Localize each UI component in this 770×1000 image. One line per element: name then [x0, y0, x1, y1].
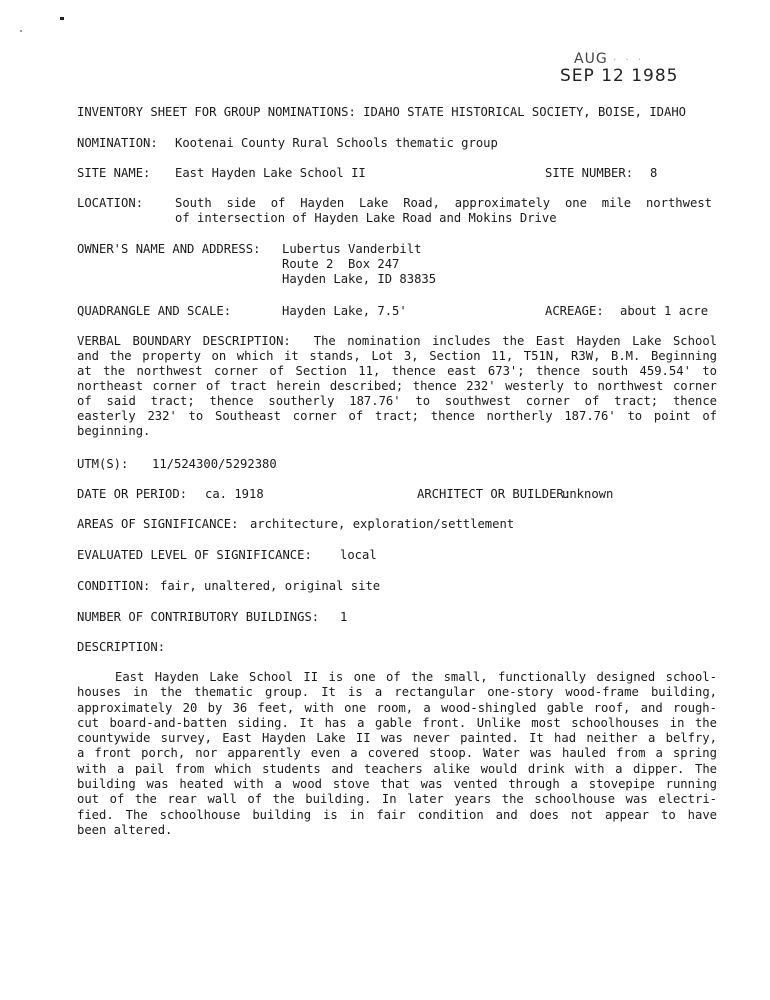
site-number-value: 8 [650, 166, 658, 180]
condition-field [77, 579, 717, 594]
description-line: a front porch, nor apparently even a covered stoop. Water was hauled from a spring [77, 746, 717, 761]
owner-name: Lubertus Vanderbilt [282, 242, 422, 256]
date-label: DATE OR PERIOD: [77, 487, 188, 501]
contributing-label: NUMBER OF CONTRIBUTORY BUILDINGS: [77, 610, 320, 624]
quadrangle-value: Hayden Lake, 7.5' [282, 304, 407, 318]
boundary-line: and the property on which it stands, Lot 3, Section 11, T51N, R3W, B.M. Beginning [77, 349, 717, 363]
header-title: INVENTORY SHEET FOR GROUP NOMINATIONS: IDAHO STATE HISTORICAL SOCIETY, BOISE, IDAHO [77, 105, 687, 119]
nomination-label: NOMINATION: [77, 136, 158, 150]
location-line: South side of Hayden Lake Road, approximately one mile northwest [175, 196, 712, 210]
date-field [77, 487, 717, 502]
description-line: been altered. [77, 822, 173, 837]
description-heading-field [77, 640, 717, 655]
condition-value: fair, unaltered, original site [160, 579, 381, 593]
acreage-value: about 1 acre [620, 304, 709, 318]
boundary-field [77, 334, 717, 439]
description-line: houses in the thematic group. It is a rectangular one-story wood-frame building, [77, 685, 717, 700]
condition-label: CONDITION: [77, 579, 151, 593]
description-line: out of the rear wall of the building. In later years the schoolhouse was electri- [77, 792, 717, 807]
areas-field [77, 517, 717, 532]
acreage-label: ACREAGE: [545, 304, 604, 318]
owner-label: OWNER'S NAME AND ADDRESS: [77, 242, 261, 256]
location-label: LOCATION: [77, 196, 144, 210]
quadrangle-label: QUADRANGLE AND SCALE: [77, 304, 232, 318]
description-line: East Hayden Lake School II is one of the small, functionally designed school- [115, 670, 717, 684]
areas-label: AREAS OF SIGNIFICANCE: [77, 517, 239, 531]
site-number-label: SITE NUMBER: [545, 166, 634, 180]
boundary-line: at the northwest corner of Section 11, thence east 673'; thence south 459.54' to [77, 364, 717, 378]
description-paragraph [77, 670, 717, 838]
owner-address-line: Hayden Lake, ID 83835 [282, 272, 437, 286]
description-line: approximately 20 by 36 feet, with one room, a wood-shingled gable roof, and rough- [77, 700, 717, 715]
description-line: countywide survey, East Hayden Lake II was never painted. It had neither a belfry, [77, 731, 717, 746]
location-line: of intersection of Hayden Lake Road and Mokins Drive [175, 211, 557, 225]
areas-value: architecture, exploration/settlement [250, 517, 515, 531]
description-line: fied. The schoolhouse building is in fair condition and does not appear to have [77, 807, 717, 822]
stamp-received-text: AUG [574, 51, 608, 67]
document-header [77, 105, 717, 120]
level-field [77, 548, 717, 563]
boundary-label: VERBAL BOUNDARY DESCRIPTION: [77, 334, 291, 348]
description-line: building was heated with a wood stove that was vented through a stovepipe running [77, 777, 717, 792]
contributing-value: 1 [340, 610, 348, 624]
nomination-value: Kootenai County Rural Schools thematic group [175, 136, 498, 150]
site-name-field [77, 166, 717, 181]
utm-label: UTM(S): [77, 457, 129, 471]
boundary-first-line [77, 334, 717, 349]
site-name-label: SITE NAME: [77, 166, 151, 180]
boundary-line: of said tract; thence southerly 187.76' to southwest corner of tract; thence [77, 394, 717, 408]
description-label: DESCRIPTION: [77, 640, 166, 654]
utm-field [77, 457, 717, 472]
quadrangle-field [77, 304, 717, 319]
description-line: cut board-and-batten siding. It has a gable front. Unlike most schoolhouses in the [77, 715, 717, 730]
boundary-line: beginning. [77, 424, 151, 438]
stamp-date-text: SEP 12 1985 [560, 66, 679, 86]
boundary-line: The nomination includes the East Hayden Lake School [313, 334, 717, 348]
contributing-field [77, 610, 717, 625]
description-line: with a pail from which students and teachers alike would drink with a dipper. The [77, 761, 717, 776]
owner-field [77, 242, 717, 286]
site-name-value: East Hayden Lake School II [175, 166, 366, 180]
level-value: local [340, 548, 377, 562]
boundary-line: northeast corner of tract herein described; thence 232' westerly to northwest corner [77, 379, 717, 393]
level-label: EVALUATED LEVEL OF SIGNIFICANCE: [77, 548, 312, 562]
date-value: ca. 1918 [205, 487, 264, 501]
architect-value: unknown [562, 487, 614, 501]
received-date-stamp: AUG · · · SEP 12 1985 [560, 51, 679, 86]
nomination-field [77, 136, 717, 151]
utm-value: 11/524300/5292380 [152, 457, 277, 471]
architect-label: ARCHITECT OR BUILDER: [417, 487, 572, 501]
owner-address-line: Route 2 Box 247 [282, 257, 400, 271]
boundary-line: easterly 232' to Southeast corner of tract; thence northerly 187.76' to point of [77, 409, 717, 423]
location-field [77, 196, 717, 225]
scan-specks [0, 0, 80, 40]
